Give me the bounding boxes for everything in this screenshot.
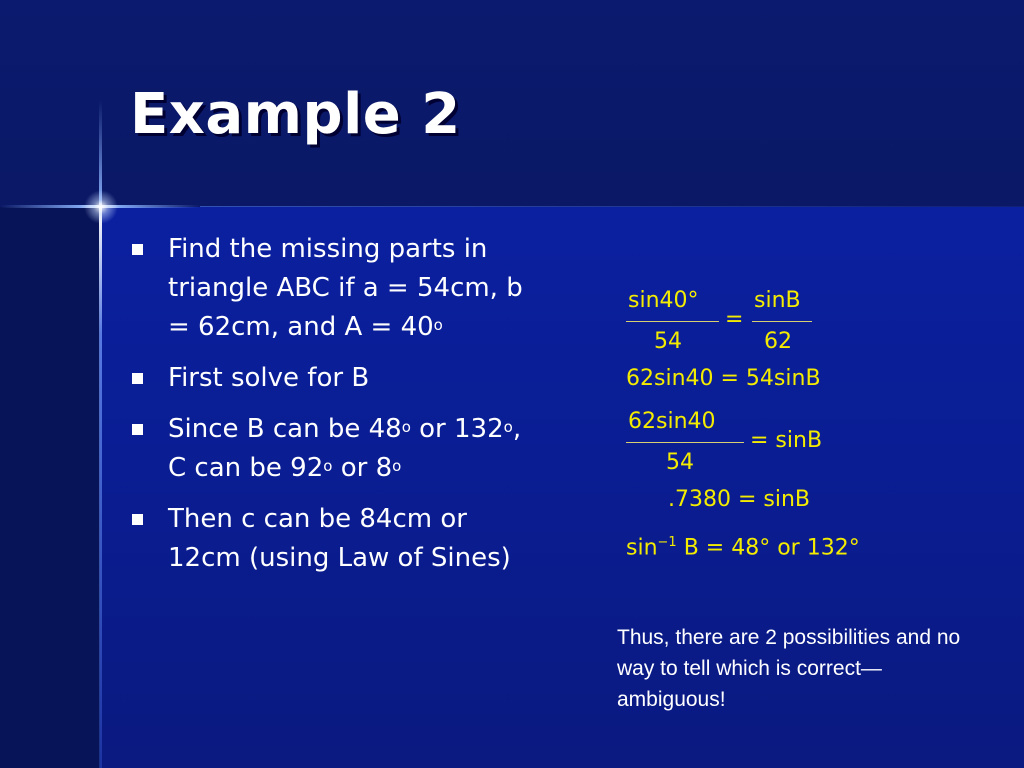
bullet-square-icon [132,424,143,435]
bullet-text: Then c can be 84cm or 12cm (using Law of Sines) [168,504,511,573]
bullet-text: or 132 [410,414,504,444]
degree-superscript: o [392,457,402,475]
bullet-list [130,230,530,590]
equation-4: .7380 = sinB [668,487,811,512]
degree-superscript: o [433,316,443,334]
conclusion-note: Thus, there are 2 possibilities and no way to tell which is correct—ambiguous! [617,626,961,711]
bullet-item [130,359,530,398]
fraction-bar [626,442,744,443]
equation-2: 62sin40 = 54sinB [626,366,821,391]
degree-superscript: o [401,418,411,436]
equation-function: sin [626,535,658,561]
bullet-text: , C can be 92 [168,414,522,483]
fraction-denominator: 54 [654,329,682,354]
fraction-numerator: 62sin40 [628,409,716,434]
bullet-square-icon [132,373,143,384]
bullet-text: Since B can be 48 [168,414,402,444]
left-margin-band [0,207,100,768]
degree-superscript: o [323,457,333,475]
fraction-denominator: 54 [666,450,694,475]
bullet-item [130,230,530,347]
equation-rhs: = sinB [750,428,823,453]
fraction-bar [752,321,812,322]
bullet-text: First solve for B [168,363,370,393]
bullet-square-icon [132,514,143,525]
bullet-item [130,500,530,578]
bullet-text: or 8 [332,453,393,483]
bullet-text: Find the missing parts in triangle ABC if a = 54cm, b = 62cm, and A = 40 [168,234,523,342]
degree-superscript: o [503,418,513,436]
equation-5 [626,535,860,560]
bullet-square-icon [132,244,143,255]
fraction-bar [626,321,719,322]
equation-exponent: −1 [657,535,677,550]
bullet-item [130,410,530,488]
equation-rest: B = 48° or 132° [683,535,860,561]
slide-title: Example 2 [130,82,461,147]
sparkle-icon [84,190,118,224]
fraction-denominator: 62 [764,329,792,354]
equals-sign: = [725,307,744,332]
fraction-numerator: sinB [754,288,801,313]
horizontal-divider [200,206,1024,207]
fraction-numerator: sin40° [628,288,699,313]
